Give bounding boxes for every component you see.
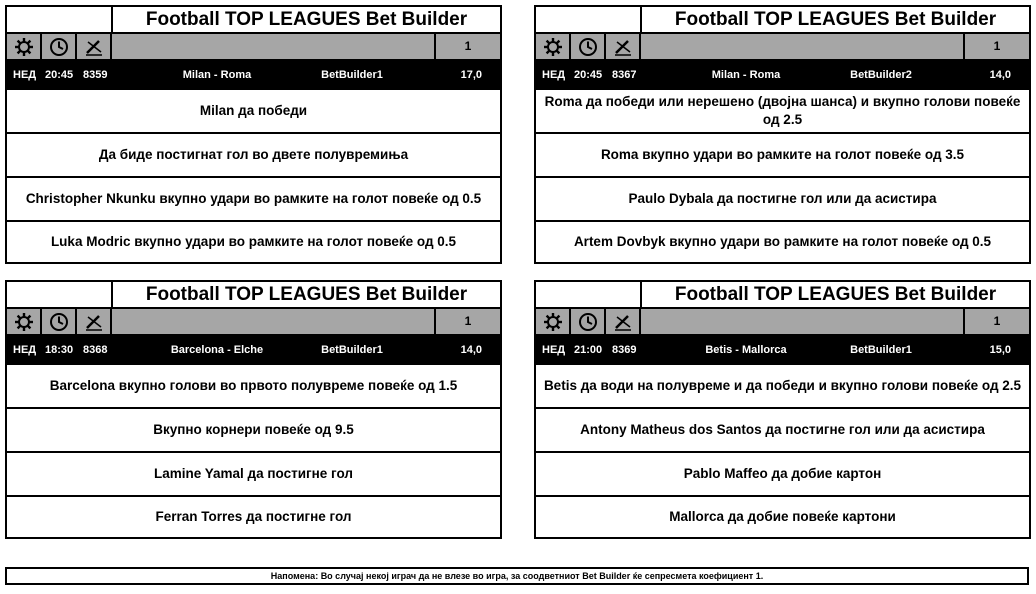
event-odds: 14,0	[460, 344, 482, 356]
event-match: Milan - Roma	[182, 69, 252, 81]
gear-icon	[536, 34, 571, 59]
event-code: 8368	[83, 344, 108, 356]
event-day: НЕД	[542, 344, 566, 356]
selection-row: Barcelona вкупно голови во првото полувреме повеќе од 1.5	[49, 378, 458, 393]
no-writing-icon	[77, 34, 112, 59]
event-row	[536, 335, 1029, 365]
selection-row: Pablo Maffeo да добие картон	[536, 451, 1029, 495]
selection-row: Да биде постигнат гол во двете полувремиња	[7, 132, 500, 176]
selection-row: Roma да победи или нерешено (двојна шанса) и вкупно голови повеќе од 2.5	[544, 94, 1021, 127]
event-row	[7, 60, 500, 90]
event-row	[7, 335, 500, 365]
event-day: НЕД	[13, 69, 37, 81]
selection-row: Ferran Torres да постигне гол	[7, 495, 500, 537]
selection-row: Roma вкупно удари во рамките на голот повеќе од 3.5	[536, 132, 1029, 176]
bet-count: 1	[993, 314, 1001, 328]
event-code: 8359	[83, 69, 108, 81]
event-code: 8367	[612, 69, 637, 81]
no-writing-icon	[606, 309, 641, 334]
selection-row: Mallorca да добие повеќе картони	[536, 495, 1029, 537]
bet-count: 1	[464, 39, 472, 53]
card-title: Football TOP LEAGUES Bet Builder	[145, 9, 468, 30]
card-title: Football TOP LEAGUES Bet Builder	[674, 284, 997, 305]
gear-icon	[536, 309, 571, 334]
event-row	[536, 60, 1029, 90]
bet-count: 1	[993, 39, 1001, 53]
bet-builder-card	[5, 5, 502, 264]
clock-icon	[42, 34, 77, 59]
event-odds: 17,0	[460, 69, 482, 81]
selection-row: Milan да победи	[199, 103, 308, 118]
clock-icon	[571, 309, 606, 334]
event-odds: 15,0	[989, 344, 1011, 356]
selection-row: Antony Matheus dos Santos да постигне гол или да асистира	[536, 407, 1029, 451]
event-time: 20:45	[45, 69, 74, 81]
card-title: Football TOP LEAGUES Bet Builder	[674, 9, 997, 30]
clock-icon	[42, 309, 77, 334]
event-builder: BetBuilder1	[850, 344, 912, 356]
event-time: 18:30	[45, 344, 74, 356]
selection-row: Вкупно корнери повеќе од 9.5	[7, 407, 500, 451]
gear-icon	[7, 309, 42, 334]
event-time: 20:45	[574, 69, 603, 81]
selection-row: Artem Dovbyk вкупно удари во рамките на голот повеќе од 0.5	[536, 220, 1029, 262]
selection-row: Luka Modric вкупно удари во рамките на голот повеќе од 0.5	[7, 220, 500, 262]
selection-row: Betis да води на полувреме и да победи и вкупно голови повеќе од 2.5	[543, 378, 1022, 393]
event-odds: 14,0	[989, 69, 1011, 81]
event-time: 21:00	[574, 344, 603, 356]
event-code: 8369	[612, 344, 637, 356]
event-match: Milan - Roma	[711, 69, 781, 81]
no-writing-icon	[77, 309, 112, 334]
clock-icon	[571, 34, 606, 59]
event-match: Barcelona - Elche	[170, 344, 264, 356]
event-match: Betis - Mallorca	[705, 344, 787, 356]
event-day: НЕД	[13, 344, 37, 356]
bet-count: 1	[464, 314, 472, 328]
bet-builder-card	[5, 280, 502, 539]
event-day: НЕД	[542, 69, 566, 81]
card-title: Football TOP LEAGUES Bet Builder	[145, 284, 468, 305]
no-writing-icon	[606, 34, 641, 59]
event-builder: BetBuilder2	[850, 69, 912, 81]
event-builder: BetBuilder1	[321, 69, 383, 81]
footnote: Напомена: Во случај некој играч да не влезе во игра, за соодветниот Bet Builder ќе сепресмета коефициент 1.	[5, 567, 1029, 585]
gear-icon	[7, 34, 42, 59]
selection-row: Paulo Dybala да постигне гол или да асистира	[536, 176, 1029, 220]
bet-builder-card	[534, 280, 1031, 539]
event-builder: BetBuilder1	[321, 344, 383, 356]
bet-builder-card	[534, 5, 1031, 264]
selection-row: Christopher Nkunku вкупно удари во рамките на голот повеќе од 0.5	[7, 176, 500, 220]
selection-row: Lamine Yamal да постигне гол	[7, 451, 500, 495]
